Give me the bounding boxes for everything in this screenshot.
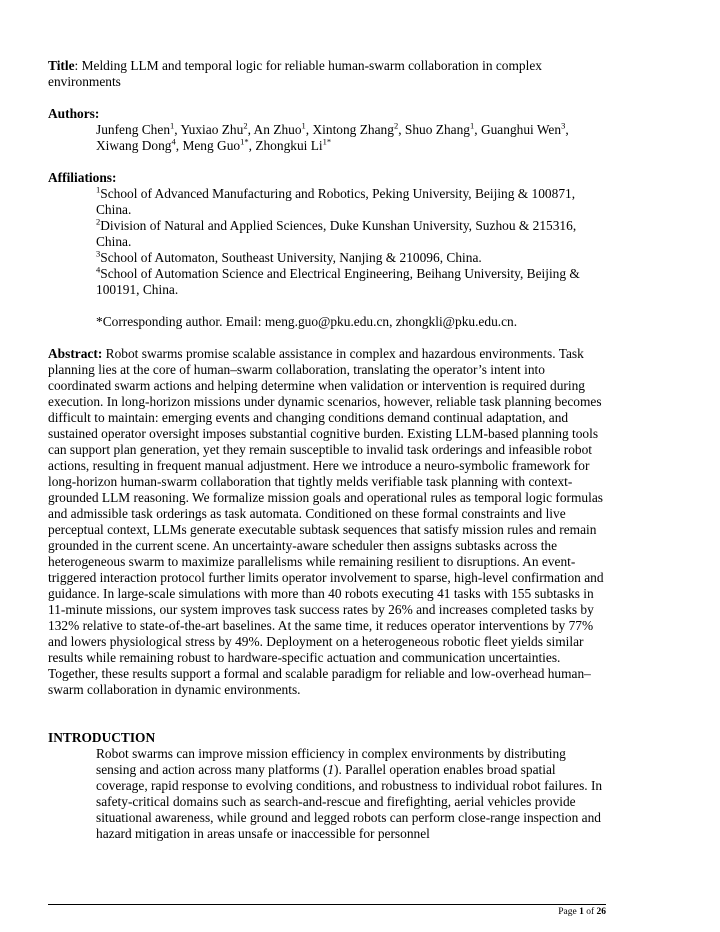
introduction-paragraph — [48, 746, 608, 842]
author-name: Junfeng Chen — [96, 122, 171, 137]
author-separator: , — [565, 122, 569, 137]
author-name: Guanghui Wen — [480, 122, 562, 137]
affiliation-text: School of Automation Science and Electrical Engineering, Beihang University, Beijing & 100191, China. — [96, 266, 580, 297]
affiliation-item — [96, 186, 608, 218]
title-text: : Melding LLM and temporal logic for reliable human-swarm collaboration in complex environments — [48, 58, 542, 89]
author-separator: , — [247, 122, 254, 137]
corresponding-author: *Corresponding author. Email: meng.guo@pku.edu.cn, zhongkli@pku.edu.cn. — [96, 314, 518, 329]
affiliation-marker: 3 — [96, 248, 101, 259]
author-name: Xintong Zhang — [312, 122, 394, 137]
author-affiliation-marker: 2 — [393, 120, 399, 131]
page-number: 1 — [579, 907, 584, 917]
author-affiliation-marker: 1* — [240, 136, 249, 147]
author-name: An Zhuo — [253, 122, 302, 137]
introduction-heading: INTRODUCTION — [48, 730, 156, 745]
author-affiliation-marker: 2 — [243, 120, 248, 131]
affiliation-marker: 1 — [96, 184, 101, 195]
authors-section — [48, 106, 608, 154]
affiliation-marker: 4 — [96, 264, 101, 275]
footer-divider — [48, 904, 606, 905]
intro-text-before: Robot swarms can improve mission efficiency in complex environments by distributing sensing and action across many platforms ( — [96, 746, 566, 777]
authors-heading: Authors: — [48, 106, 100, 121]
page-footer — [558, 906, 606, 918]
paper-page — [48, 58, 608, 842]
author-affiliation-marker: 1 — [170, 120, 175, 131]
authors-list — [48, 122, 608, 154]
affiliations-section — [48, 170, 608, 330]
author-name: Xiwang Dong — [96, 138, 172, 153]
author-separator: , — [175, 138, 183, 153]
intro-text-after: ). Parallel operation enables broad spatial coverage, rapid response to evolving conditions, and robustness to individual robot failures. In safety-critical domains such as search-and-rescue and firefighting, aerial vehicles provide situational awareness, while ground and legged robots can perform close-range inspection and hazard mitigation in areas unsafe or inaccessible for personnel — [96, 762, 603, 841]
citation: 1 — [327, 762, 335, 777]
author-separator: , — [398, 122, 405, 137]
affiliations-heading: Affiliations: — [48, 170, 117, 185]
author-affiliation-marker: 1 — [469, 120, 475, 131]
author-separator: , — [305, 122, 313, 137]
affiliation-marker: 2 — [96, 216, 101, 227]
introduction-section — [48, 730, 608, 842]
affiliation-text: Division of Natural and Applied Sciences, Duke Kunshan University, Suzhou & 215316, China. — [96, 218, 577, 249]
affiliations-list — [48, 186, 608, 298]
author-affiliation-marker: 4 — [171, 136, 176, 147]
abstract-label: Abstract: — [48, 346, 103, 361]
affiliation-text: School of Automaton, Southeast University, Nanjing & 210096, China. — [100, 250, 482, 265]
abstract-text: Robot swarms promise scalable assistance in complex and hazardous environments. Task planning lies at the core of human–swarm collaboration, translating the operator’s intent into coordinated swarm actions and helping determine when validation or intervention is required during execution. In long-horizon missions under dynamic scenarios, however, reliable task planning becomes difficult to maintain: emerging events and changing conditions demand continual adaptation, and sustained operator oversight imposes substantial cognitive burden. Existing LLM-based planning tools can support plan generation, yet they remain susceptible to invalid task orderings and infeasible robot actions, resulting in frequent manual adjustment. Here we introduce a neuro-symbolic framework for long-horizon human-swarm collaboration that tightly melds verifiable task planning with context-grounded LLM reasoning. We formalize mission goals and operational rules as temporal logic formulas and admissible task orderings as task automata. Conditioned on these formal constraints and live perceptual context, LLMs generate executable subtask sequences that satisfy mission rules and remain grounded in the current scene. An uncertainty-aware scheduler then assigns subtasks across the heterogeneous swarm to maximize parallelisms while remaining resilient to disruptions. An event-triggered interaction protocol further limits operator involvement to sparse, high-level confirmation and guidance. In large-scale simulations with more than 40 robots executing 41 tasks with 155 subtasks in 11-minute missions, our system improves task success rates by 26% and increases completed tasks by 132% relative to state-of-the-art baselines. At the same time, it reduces operator interventions by 77% and lowers physiological stress by 49%. Deployment on a heterogeneous robotic fleet yields similar results while remaining robust to hardware-specific actuation and communication uncertainties. Together, these results support a formal and scalable paradigm for reliable and low-overhead human–swarm collaboration in dynamic environments. — [48, 346, 604, 697]
author-affiliation-marker: 1* — [322, 136, 332, 147]
affiliation-text: School of Advanced Manufacturing and Robotics, Peking University, Beijing & 100871, China. — [96, 186, 576, 217]
abstract — [48, 346, 608, 698]
paper-title — [48, 58, 608, 90]
author-affiliation-marker: 1 — [301, 120, 306, 131]
affiliation-item — [96, 250, 608, 266]
author-separator: , — [174, 122, 181, 137]
author-name: Shuo Zhang — [404, 122, 470, 137]
affiliation-item — [96, 266, 608, 298]
author-separator: , — [474, 122, 481, 137]
title-label: Title — [48, 58, 75, 73]
page-word: Page — [558, 907, 580, 917]
of-word: of — [583, 907, 597, 917]
page-total: 26 — [596, 907, 606, 917]
author-name: Meng Guo — [182, 138, 241, 153]
author-name: Yuxiao Zhu — [180, 122, 244, 137]
affiliation-item — [96, 218, 608, 250]
author-affiliation-marker: 3 — [561, 120, 566, 131]
author-separator: , — [248, 138, 256, 153]
author-name: Zhongkui Li — [255, 138, 323, 153]
